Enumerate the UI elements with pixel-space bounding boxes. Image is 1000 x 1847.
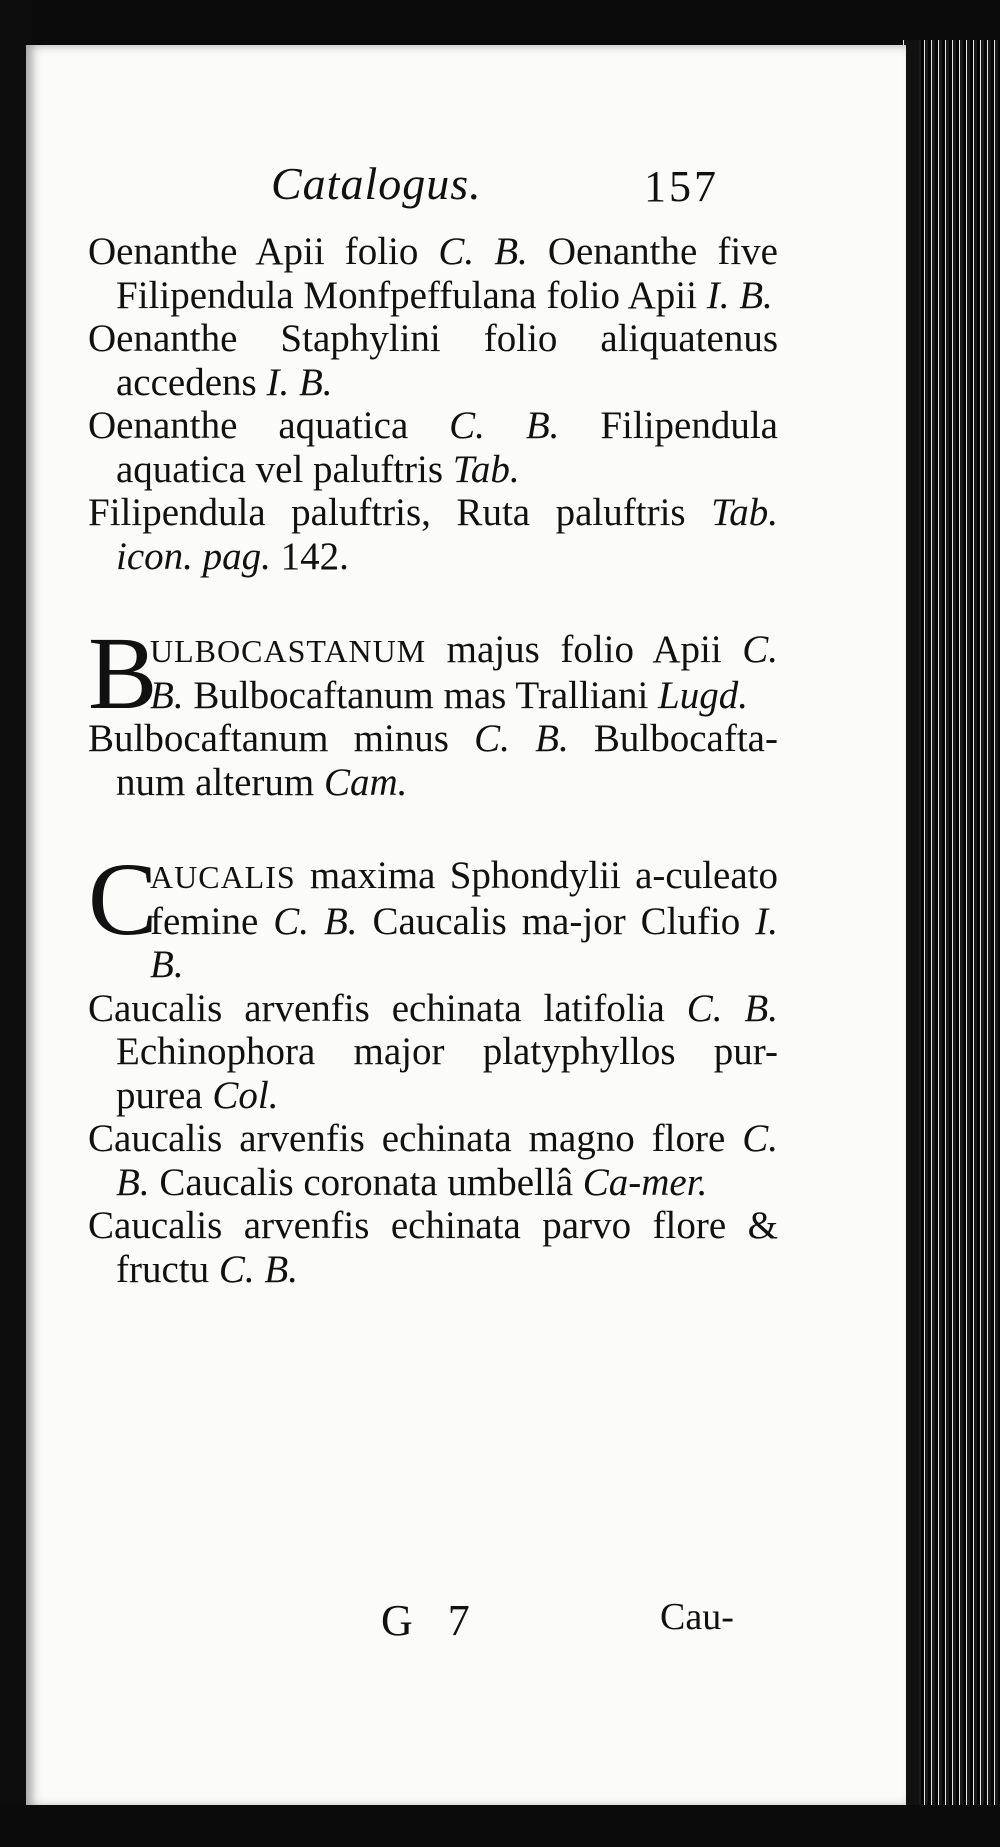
- catalog-text: [88, 230, 778, 1291]
- entry-text: Caucalis arvenfis echinata magno flore: [88, 1117, 743, 1160]
- section-lead-entry: [88, 842, 779, 987]
- bulbocastanum-entries: [88, 717, 778, 804]
- entry-citation: C. B.: [449, 404, 560, 447]
- entry-citation: C. B.: [686, 986, 778, 1030]
- entry-citation: Tab.: [452, 447, 520, 491]
- lead-citation: C. B.: [273, 899, 358, 943]
- entry-citation: Cam.: [323, 760, 408, 804]
- catalog-entry: [88, 317, 778, 404]
- page-header: [26, 157, 906, 217]
- running-head: Catalogus.: [271, 158, 482, 209]
- entry-text: Echinophora major platyphyllos pur-purea: [116, 1030, 778, 1117]
- oenanthe-entries: [88, 230, 778, 578]
- entry-text: Bulbocaftanum minus: [88, 717, 475, 760]
- lead-tail-citation: Lugd.: [658, 673, 748, 717]
- page-number: 157: [644, 162, 719, 211]
- entry-text: Caucalis arvenfis echinata parvo flore & fructu: [88, 1204, 778, 1291]
- section-bulbocastanum: [88, 616, 778, 804]
- lead-text: maxima Sphondylii a-culeato femine: [150, 854, 778, 943]
- caucalis-entries: [88, 987, 778, 1292]
- entry-citation: C. B.: [438, 230, 528, 273]
- entry-citation: Ca-mer.: [582, 1160, 708, 1204]
- entry-text: Oenanthe Apii folio: [88, 230, 439, 273]
- catalog-entry: [88, 230, 778, 317]
- lead-smallcaps: AUCALIS: [150, 859, 296, 895]
- entry-citation: I. B.: [266, 360, 333, 404]
- signature-mark: G 7: [381, 1596, 482, 1645]
- lead-smallcaps: ULBOCASTANUM: [150, 633, 427, 669]
- entry-text: Oenanthe Staphylini folio aliquatenus accedens: [88, 317, 778, 404]
- entry-text: Filipendula aquatica vel paluftris: [116, 404, 778, 491]
- entry-text: Filipendula paluftris, Ruta paluftris: [88, 491, 712, 534]
- entry-citation: C. B.: [218, 1247, 298, 1291]
- entry-citation: C. B.: [474, 717, 569, 760]
- catalog-entry: [88, 717, 778, 804]
- lead-text: majus folio Apii: [426, 628, 743, 671]
- catalog-entry: [88, 1117, 778, 1204]
- lead-citation: C. B.: [150, 628, 778, 717]
- lead-tail-citation: I. B.: [150, 899, 779, 986]
- scan-frame-top: [0, 0, 1000, 40]
- entry-text: Bulbocafta-num alterum: [116, 717, 778, 804]
- entry-citation: I. B.: [706, 273, 773, 317]
- catalog-entry: [88, 404, 778, 491]
- entry-text: Oenanthe five Filipendula Monfpeffulana folio Apii: [116, 230, 778, 317]
- catalog-entry: [88, 987, 778, 1118]
- section-lead-entry: [88, 616, 778, 731]
- catalog-entry: [88, 491, 778, 578]
- entry-text: 142.: [270, 534, 349, 578]
- section-caucalis: [88, 842, 779, 1291]
- entry-text: Oenanthe aquatica: [88, 404, 450, 447]
- drop-cap-b: B: [88, 616, 158, 731]
- entry-citation: Col.: [212, 1073, 279, 1117]
- catalog-entry: [88, 1204, 778, 1291]
- page-edge-shadow: [905, 40, 919, 1810]
- scan-frame-bottom: [0, 1805, 1000, 1847]
- book-page: [26, 45, 906, 1807]
- lead-tail: Bulbocaftanum mas Tralliani: [183, 673, 659, 717]
- entry-text: Caucalis arvenfis echinata latifolia: [88, 986, 687, 1030]
- entry-citation: Tab. icon. pag.: [116, 491, 778, 578]
- page-footer: [26, 1595, 906, 1655]
- catchword: Cau-: [660, 1596, 734, 1638]
- drop-cap-c: C: [88, 842, 158, 957]
- lead-tail: Caucalis ma-jor Clufio: [357, 899, 756, 943]
- entry-text: Caucalis coronata umbellâ: [149, 1160, 583, 1204]
- entry-citation: C. B.: [116, 1117, 778, 1204]
